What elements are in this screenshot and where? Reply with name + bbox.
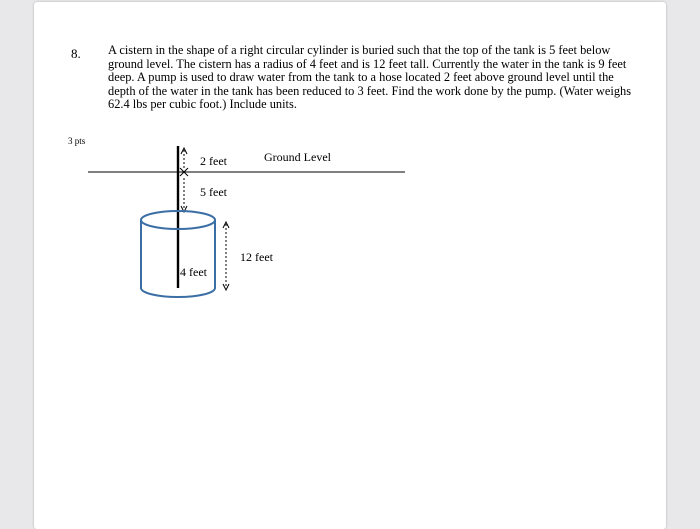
height-arrow [223, 222, 229, 290]
question-text: A cistern in the shape of a right circular cylinder is buried such that the top of the tank is 5 feet below ground level. The cistern has a radius of 4 feet and is 12 feet tall. Currently the water in the tank is 9 feet deep. A pump is used to draw water from the tank to a hose located 2 feet above ground level until the depth of the water in the tank has been reduced to 3 feet. Find the work done by the pump. (Water weighs 62.4 lbs per cubic foot.) Include units. [108, 43, 632, 111]
depth-label: 5 feet [200, 185, 227, 199]
ground-level-label: Ground Level [264, 150, 331, 164]
points-label: 3 pts [68, 136, 86, 146]
above-ground-arrow [181, 148, 187, 170]
depth-arrow [181, 178, 187, 212]
radius-label: 4 feet [180, 265, 207, 279]
height-label: 12 feet [240, 250, 273, 264]
question-number: 8. [71, 46, 81, 61]
above-ground-label: 2 feet [200, 154, 227, 168]
